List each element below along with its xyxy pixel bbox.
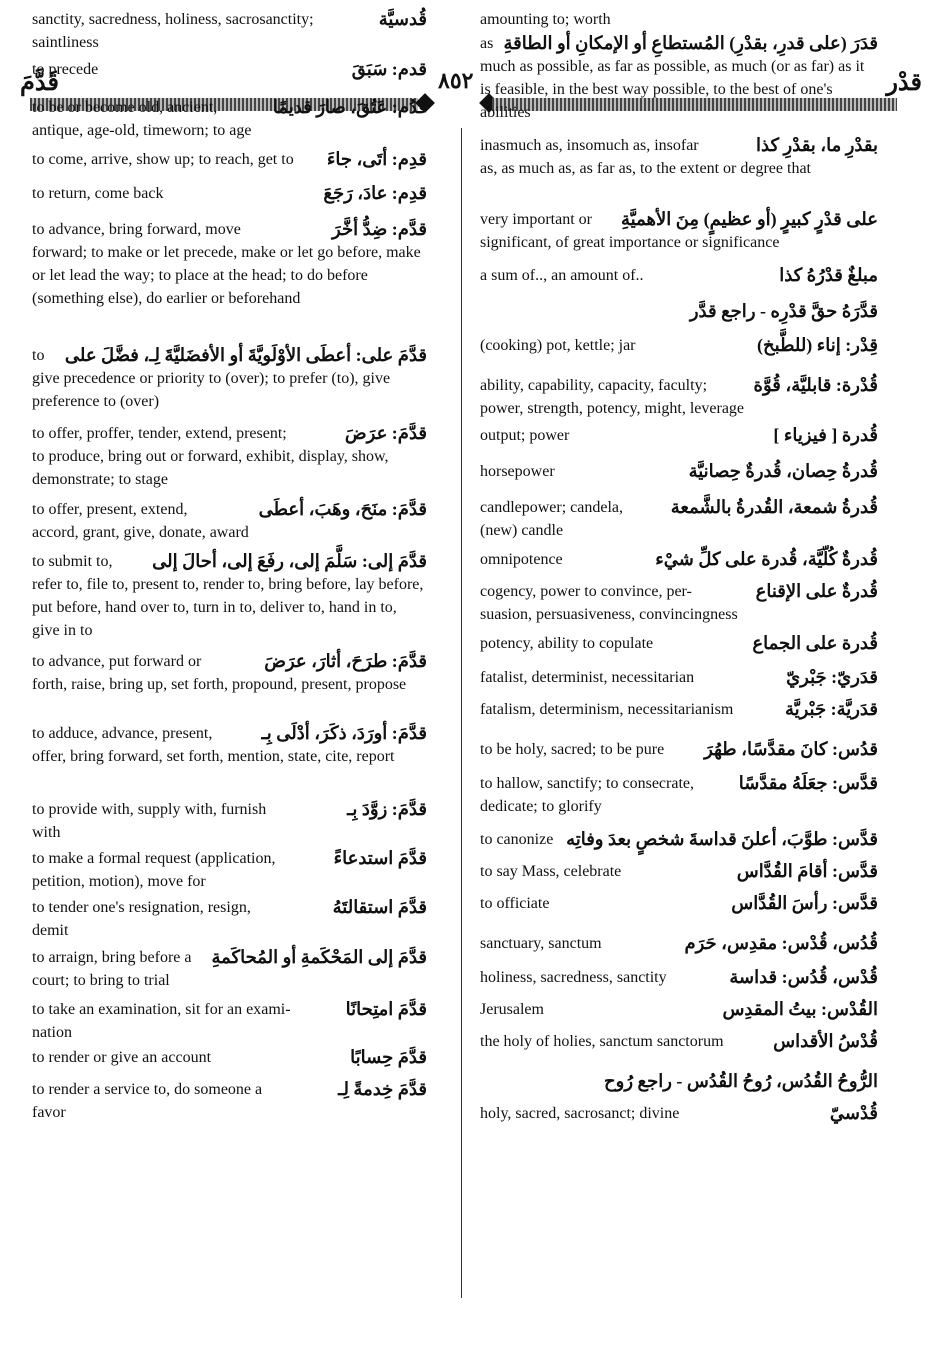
entry-english-gloss-continued: to produce, bring out or forward, exhibit, display, show, demonstrate; to stage — [32, 448, 389, 488]
header-right-word: قدْر — [886, 70, 922, 96]
entry-english-gloss-continued: forward; to make or let precede, make or let go before, make or let lead the way; to place at the head; to do before (something else), do earlier or beforehand — [32, 244, 421, 307]
entry-english-gloss: amounting to; worth — [480, 11, 611, 28]
entry-arabic-headword: قُدرة [ فيزياء ] — [773, 425, 878, 445]
dictionary-entry — [480, 860, 878, 883]
entry-english-gloss: omnipotence — [480, 551, 563, 568]
entry-english-gloss: to render or give an account — [32, 1049, 212, 1066]
dictionary-entry — [32, 1078, 427, 1124]
entry-english-gloss: fatalist, determinist, necessitarian — [480, 669, 695, 686]
entry-arabic-headword: قدَّمَ: أورَدَ، ذكَرَ، أدْلَى بِـ — [261, 723, 427, 743]
dictionary-entry — [32, 550, 427, 642]
entry-arabic-headword: قدُم: عَتُقَ، صارَ قديمًا — [272, 97, 427, 117]
dictionary-entry — [32, 96, 427, 142]
entry-english-gloss-continued: nation — [32, 1024, 72, 1041]
entry-english-gloss: to tender one's resignation, resign, — [32, 899, 251, 916]
entry-english-gloss: to advance, bring forward, move — [32, 221, 241, 238]
header-left-word: قَدَّمَ — [20, 70, 59, 96]
column-divider — [461, 128, 462, 1298]
entry-arabic-headword: قُدرةُ حِصان، قُدرةٌ حِصانيَّة — [688, 461, 878, 481]
entry-arabic-headword: قدَّرَهُ حقَّ قدْرِه - راجع قدَّر — [689, 301, 878, 321]
entry-arabic-headword: قدُس: كانَ مقدَّسًا، طهُرَ — [704, 739, 878, 759]
page-number: ٨٥٢ — [438, 68, 474, 93]
entry-english-gloss: as — [480, 35, 494, 52]
entry-english-gloss: to — [32, 347, 45, 364]
entry-arabic-headword: قدَّم: ضِدُّ أخَّرَ — [332, 219, 427, 239]
dictionary-entry — [32, 896, 427, 942]
entry-english-gloss-continued: favor — [32, 1104, 66, 1121]
entry-arabic-headword: قدَّمَ خِدمةً لِـ — [338, 1079, 427, 1099]
entry-arabic-headword: قُدْرة: قابليَّة، قُوَّة — [753, 375, 878, 395]
entry-english-gloss: to provide with, supply with, furnish — [32, 801, 267, 818]
entry-english-gloss: inasmuch as, insomuch as, insofar — [480, 137, 699, 154]
dictionary-entry — [480, 828, 878, 851]
entry-english-gloss-continued: dedicate; to glorify — [480, 798, 602, 815]
entry-english-gloss: to arraign, bring before a — [32, 949, 192, 966]
dictionary-entry — [480, 666, 878, 689]
entry-english-gloss: output; power — [480, 427, 570, 444]
dictionary-entry — [480, 698, 878, 721]
entry-english-gloss: to take an examination, sit for an exami- — [32, 1001, 291, 1018]
entry-english-gloss: to canonize — [480, 831, 554, 848]
entry-arabic-headword: قدَّمَ إلى: سَلَّمَ إلى، رفَعَ إلى، أحالَ إلى — [152, 551, 427, 571]
entry-english-gloss-continued: give precedence or priority to (over); to prefer (to), give preference to (over) — [32, 370, 391, 410]
entry-arabic-headword: الرُّوحُ القُدُس، رُوحُ القُدُس - راجع رُوح — [604, 1071, 878, 1091]
dictionary-entry — [480, 1030, 878, 1053]
entry-arabic-headword: قِدْر: إناء (للطَّبخ) — [757, 335, 878, 355]
dictionary-entry — [480, 8, 878, 31]
dictionary-entry — [480, 300, 878, 323]
dictionary-entry — [32, 498, 427, 544]
dictionary-entry — [32, 650, 427, 696]
entry-arabic-headword: بقدْرِ ما، بقدْرِ كذا — [756, 135, 878, 155]
entry-english-gloss-continued: accord, grant, give, donate, award — [32, 524, 249, 541]
dictionary-entry — [32, 182, 427, 205]
entry-english-gloss: fatalism, determinism, necessitarianism — [480, 701, 734, 718]
entry-english-gloss: candlepower; candela, — [480, 499, 624, 516]
entry-arabic-headword: قدَّس: طوَّبَ، أعلنَ قداسةَ شخصٍ بعدَ وفاتِه — [566, 829, 878, 849]
dictionary-entry — [32, 847, 427, 893]
entry-english-gloss: to offer, proffer, tender, extend, present; — [32, 425, 287, 442]
dictionary-entry — [32, 422, 427, 491]
entry-english-gloss: horsepower — [480, 463, 555, 480]
entry-arabic-headword: قُدْس، قُدُس: قداسة — [729, 967, 878, 987]
entry-english-gloss: to offer, present, extend, — [32, 501, 188, 518]
entry-english-gloss: potency, ability to copulate — [480, 635, 654, 652]
entry-english-gloss-continued: with — [32, 824, 61, 841]
entry-english-gloss: holiness, sacredness, sanctity — [480, 969, 667, 986]
entry-arabic-headword: مبلغٌ قدْرُهُ كذا — [779, 265, 878, 285]
entry-english-gloss: very important or — [480, 211, 592, 228]
dictionary-entry — [480, 264, 878, 287]
dictionary-entry — [480, 460, 878, 483]
entry-arabic-headword: قدَّمَ: منَحَ، وهَبَ، أعطَى — [258, 499, 427, 519]
entry-english-gloss-continued: much as possible, as far as possible, as much (or as far) as it is feasible, in the best way possible, to the best of one's abilities — [480, 58, 865, 121]
entry-english-gloss: to render a service to, do someone a — [32, 1081, 263, 1098]
entry-arabic-headword: قدِم: عادَ، رَجَعَ — [323, 183, 427, 203]
entry-arabic-headword: قدَّس: جعَلَهُ مقدَّسًا — [738, 773, 878, 793]
entry-arabic-headword: قدَّمَ إلى المَحْكَمةِ أو المُحاكَمةِ — [211, 947, 427, 967]
entry-arabic-headword: قُدرة على الجماع — [752, 633, 878, 653]
entry-english-gloss: to be holy, sacred; to be pure — [480, 741, 665, 758]
entry-arabic-headword: قُدْسُ الأقداس — [773, 1031, 878, 1051]
entry-english-gloss: (cooking) pot, kettle; jar — [480, 337, 636, 354]
dictionary-entry — [480, 374, 878, 420]
dictionary-entry — [480, 580, 878, 626]
entry-english-gloss-continued: offer, bring forward, set forth, mention, state, cite, report — [32, 748, 395, 765]
entry-english-gloss: to return, come back — [32, 185, 164, 202]
dictionary-entry — [480, 1070, 878, 1093]
entry-english-gloss: holy, sacred, sacrosanct; divine — [480, 1105, 680, 1122]
entry-arabic-headword: قدَّس: أقامَ القُدَّاس — [736, 861, 878, 881]
dictionary-entry — [32, 1046, 427, 1069]
entry-arabic-headword: قدَّمَ على: أعطَى الأوْلَويَّةَ أو الأفضَليَّةَ لِـ، فضَّلَ على — [64, 345, 427, 365]
entry-arabic-headword: قدَّمَ: طرَحَ، أثارَ، عرَضَ — [264, 651, 427, 671]
dictionary-entry — [480, 632, 878, 655]
entry-english-gloss-continued: forth, raise, bring up, set forth, propound, present, propose — [32, 676, 407, 693]
dictionary-entry — [480, 424, 878, 447]
dictionary-entry — [32, 148, 427, 171]
entry-english-gloss-continued: demit — [32, 922, 69, 939]
entry-english-gloss-continued: power, strength, potency, might, leverage — [480, 400, 745, 417]
dictionary-entry — [480, 1102, 878, 1125]
entry-arabic-headword: قدَريّ: جَبْريّ — [786, 667, 878, 687]
dictionary-entry — [480, 966, 878, 989]
entry-english-gloss-continued: refer to, file to, present to, render to, bring before, lay before, put before, hand over to, turn in to, deliver to, hand in to, give in to — [32, 576, 424, 639]
entry-arabic-headword: قدَّمَ استقالتَهُ — [332, 897, 427, 917]
entry-english-gloss: to submit to, — [32, 553, 113, 570]
dictionary-entry — [480, 932, 878, 955]
entry-english-gloss: a sum of.., an amount of.. — [480, 267, 644, 284]
entry-english-gloss: to hallow, sanctify; to consecrate, — [480, 775, 694, 792]
entry-english-gloss: to be or become old, ancient, — [32, 99, 218, 116]
entry-arabic-headword: قدَريَّة: جَبْريَّة — [784, 699, 878, 719]
dictionary-entry — [480, 32, 878, 124]
dictionary-entry — [480, 334, 878, 357]
entry-english-gloss-continued: petition, motion), move for — [32, 873, 206, 890]
entry-english-gloss-continued: significant, of great importance or significance — [480, 234, 780, 251]
entry-english-gloss: to advance, put forward or — [32, 653, 202, 670]
entry-english-gloss: the holy of holies, sanctum sanctorum — [480, 1033, 724, 1050]
dictionary-entry — [32, 946, 427, 992]
entry-arabic-headword: قدم: سَبَقَ — [351, 59, 427, 79]
dictionary-entry — [32, 8, 427, 54]
dictionary-entry — [480, 772, 878, 818]
entry-english-gloss: to officiate — [480, 895, 550, 912]
entry-english-gloss-continued: saintliness — [32, 34, 99, 51]
entry-arabic-headword: قدَّمَ امتِحانًا — [345, 999, 427, 1019]
dictionary-entry — [480, 208, 878, 254]
entry-english-gloss: to say Mass, celebrate — [480, 863, 622, 880]
entry-arabic-headword: قُدُس، قُدْس: مقدِس، حَرَم — [684, 933, 878, 953]
entry-arabic-headword: قدَّمَ استدعاءً — [333, 848, 427, 868]
dictionary-entry — [32, 722, 427, 768]
dictionary-entry — [32, 998, 427, 1044]
dictionary-entry — [480, 548, 878, 571]
entry-arabic-headword: قُدْسيّ — [829, 1103, 878, 1123]
entry-english-gloss: sanctity, sacredness, holiness, sacrosanctity; — [32, 11, 314, 28]
dictionary-entry — [32, 798, 427, 844]
entry-english-gloss-continued: court; to bring to trial — [32, 972, 170, 989]
entry-english-gloss-continued: (new) candle — [480, 522, 564, 539]
dictionary-entry — [480, 998, 878, 1021]
entry-arabic-headword: قُدرةٌ كُلّيَّة، قُدرة على كلِّ شيْء — [655, 549, 878, 569]
entry-arabic-headword: قدِم: أتَى، جاءَ — [326, 149, 427, 169]
entry-arabic-headword: قدَّمَ: زوَّدَ بِـ — [347, 799, 427, 819]
entry-arabic-headword: على قدْرٍ كبيرٍ (أو عظيمٍ) مِنَ الأهميَّةِ — [620, 209, 878, 229]
entry-english-gloss: sanctuary, sanctum — [480, 935, 602, 952]
dictionary-entry — [32, 218, 427, 310]
entry-arabic-headword: قدَّمَ حِسابًا — [350, 1047, 427, 1067]
dictionary-entry — [480, 134, 878, 180]
entry-english-gloss: to precede — [32, 61, 99, 78]
dictionary-entry — [480, 738, 878, 761]
entry-english-gloss: Jerusalem — [480, 1001, 544, 1018]
dictionary-entry — [32, 58, 427, 81]
entry-arabic-headword: قُدرةُ شمعة، القُدرةُ بالشَّمعة — [670, 497, 878, 517]
entry-english-gloss: cogency, power to convince, per- — [480, 583, 692, 600]
entry-arabic-headword: قُدسيَّة — [378, 9, 427, 29]
dictionary-entry — [480, 496, 878, 542]
entry-arabic-headword: قدَّمَ: عرَضَ — [344, 423, 427, 443]
entry-arabic-headword: القُدْس: بيتُ المقدِس — [722, 999, 878, 1019]
entry-english-gloss-continued: as, as much as, as far as, to the extent or degree that — [480, 160, 811, 177]
entry-arabic-headword: قُدرةٌ على الإقناع — [755, 581, 878, 601]
entry-arabic-headword: قدَّس: رأسَ القُدَّاس — [731, 893, 878, 913]
entry-english-gloss: to adduce, advance, present, — [32, 725, 213, 742]
entry-english-gloss-continued: suasion, persuasiveness, convincingness — [480, 606, 738, 623]
dictionary-entry — [32, 344, 427, 413]
entry-arabic-headword: قدَرَ (على قدرِ، بقدْرِ) المُستطاعِ أو الإمكانِ أو الطاقةِ — [503, 33, 878, 53]
entry-english-gloss: to come, arrive, show up; to reach, get to — [32, 151, 294, 168]
entry-english-gloss: to make a formal request (application, — [32, 850, 276, 867]
dictionary-entry — [480, 892, 878, 915]
entry-english-gloss-continued: antique, age-old, timeworn; to age — [32, 122, 252, 139]
entry-english-gloss: ability, capability, capacity, faculty; — [480, 377, 708, 394]
